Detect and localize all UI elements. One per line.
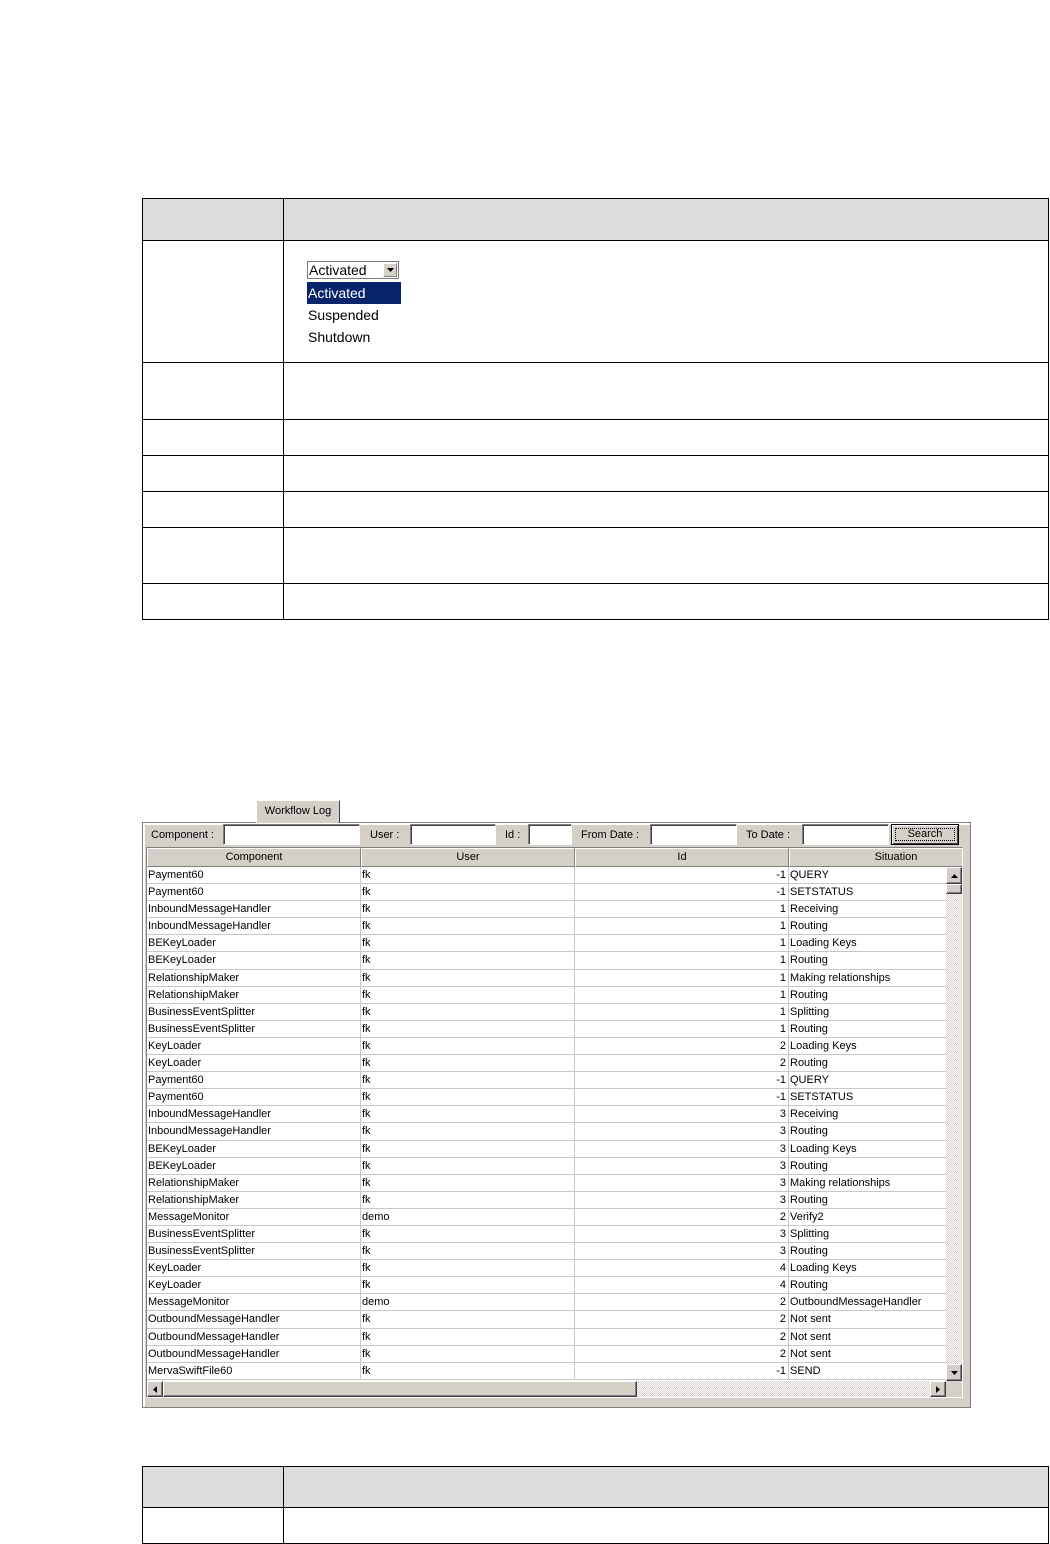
cell-id: 1 <box>575 987 789 1003</box>
cell-id: 3 <box>575 1243 789 1259</box>
table-row[interactable] <box>147 884 946 901</box>
cell-component: BEKeyLoader <box>147 935 361 951</box>
status-selected-value: Activated <box>309 262 367 278</box>
cell-user: fk <box>361 867 575 883</box>
status-select[interactable] <box>307 261 399 279</box>
cell-id: 4 <box>575 1277 789 1293</box>
bottom-table <box>142 1466 1049 1544</box>
table-cell <box>284 584 1049 619</box>
cell-user: fk <box>361 918 575 934</box>
cell-component: Payment60 <box>147 1072 361 1088</box>
table-row[interactable] <box>147 1038 946 1055</box>
table-row[interactable] <box>147 1158 946 1175</box>
search-button-label: Search <box>895 828 955 841</box>
cell-component: KeyLoader <box>147 1038 361 1054</box>
table-cell <box>284 363 1049 419</box>
table-row[interactable] <box>147 1123 946 1140</box>
table-row[interactable] <box>147 918 946 935</box>
cell-id: 3 <box>575 1158 789 1174</box>
table-row[interactable] <box>147 1209 946 1226</box>
cell-user: fk <box>361 1243 575 1259</box>
cell-user: fk <box>361 1363 575 1379</box>
cell-user: demo <box>361 1294 575 1310</box>
table-row[interactable] <box>147 1294 946 1311</box>
cell-situation: Loading Keys <box>789 1141 946 1157</box>
cell-component: BusinessEventSplitter <box>147 1243 361 1259</box>
table-row <box>143 584 1049 620</box>
table-cell <box>143 241 284 362</box>
cell-user: fk <box>361 970 575 986</box>
chevron-down-icon[interactable] <box>383 263 397 277</box>
cell-component: Payment60 <box>147 1089 361 1105</box>
table-row[interactable] <box>147 1243 946 1260</box>
cell-user: fk <box>361 1346 575 1362</box>
table-header-cell <box>143 199 284 240</box>
component-input[interactable] <box>223 824 360 845</box>
scrollbar-corner <box>946 1381 962 1397</box>
table-cell <box>284 1508 1049 1543</box>
table-row[interactable] <box>147 987 946 1004</box>
table-cell <box>143 420 284 455</box>
cell-user: fk <box>361 987 575 1003</box>
table-row[interactable] <box>147 1072 946 1089</box>
table-row[interactable] <box>147 1004 946 1021</box>
table-row <box>143 1508 1049 1544</box>
workflow-log-window <box>142 800 971 1408</box>
table-header-cell <box>284 1467 1049 1507</box>
cell-user: fk <box>361 1089 575 1105</box>
workflow-log-panel <box>142 822 971 1408</box>
cell-situation: Routing <box>789 1021 946 1037</box>
scroll-up-icon[interactable] <box>946 867 962 884</box>
cell-situation: Loading Keys <box>789 1260 946 1276</box>
table-row[interactable] <box>147 1141 946 1158</box>
cell-user: fk <box>361 1141 575 1157</box>
to-date-input[interactable] <box>802 824 889 845</box>
cell-id: 1 <box>575 1021 789 1037</box>
cell-user: fk <box>361 1329 575 1345</box>
cell-component: OutboundMessageHandler <box>147 1329 361 1345</box>
cell-component: OutboundMessageHandler <box>147 1311 361 1327</box>
scroll-right-icon[interactable] <box>930 1381 946 1397</box>
id-label: Id : <box>505 829 521 841</box>
table-cell <box>143 528 284 583</box>
id-input[interactable] <box>528 824 572 845</box>
cell-situation: Not sent <box>789 1329 946 1345</box>
cell-id: 2 <box>575 1055 789 1071</box>
cell-id: 1 <box>575 1004 789 1020</box>
from-date-label: From Date : <box>581 829 640 841</box>
cell-id: -1 <box>575 1363 789 1379</box>
cell-situation: Receiving <box>789 1106 946 1122</box>
to-date-label: To Date : <box>746 829 791 841</box>
scroll-left-icon[interactable] <box>147 1381 163 1397</box>
cell-situation: Routing <box>789 1243 946 1259</box>
cell-user: fk <box>361 1021 575 1037</box>
table-cell <box>143 584 284 619</box>
table-header-row <box>143 199 1049 241</box>
cell-id: 1 <box>575 970 789 986</box>
cell-id: 2 <box>575 1346 789 1362</box>
table-row <box>143 420 1049 456</box>
table-cell <box>143 1508 284 1543</box>
table-header-cell <box>143 1467 284 1507</box>
cell-user: fk <box>361 1226 575 1242</box>
cell-situation: Splitting <box>789 1226 946 1242</box>
table-row[interactable] <box>147 1106 946 1123</box>
table-row[interactable] <box>147 1055 946 1072</box>
cell-id: 2 <box>575 1311 789 1327</box>
table-row[interactable] <box>147 1277 946 1294</box>
cell-situation: OutboundMessageHandler <box>789 1294 946 1310</box>
table-row <box>143 241 1049 363</box>
cell-component: KeyLoader <box>147 1260 361 1276</box>
cell-user: fk <box>361 1192 575 1208</box>
table-cell <box>143 492 284 527</box>
table-row[interactable] <box>147 1226 946 1243</box>
status-option-suspended[interactable]: Suspended <box>308 307 379 323</box>
cell-component: Payment60 <box>147 867 361 883</box>
cell-component: BEKeyLoader <box>147 952 361 968</box>
cell-user: fk <box>361 1123 575 1139</box>
cell-situation: QUERY <box>789 1072 946 1088</box>
cell-component: MervaSwiftFile60 <box>147 1363 361 1379</box>
cell-situation: SETSTATUS <box>789 884 946 900</box>
cell-component: InboundMessageHandler <box>147 1123 361 1139</box>
cell-user: fk <box>361 1055 575 1071</box>
cell-situation: Routing <box>789 952 946 968</box>
table-cell <box>143 456 284 491</box>
cell-component: BusinessEventSplitter <box>147 1021 361 1037</box>
table-row[interactable] <box>147 1089 946 1106</box>
cell-situation: Loading Keys <box>789 935 946 951</box>
cell-id: 1 <box>575 901 789 917</box>
table-row <box>143 456 1049 492</box>
cell-component: Payment60 <box>147 884 361 900</box>
vertical-scroll-thumb[interactable] <box>946 884 962 894</box>
cell-id: 2 <box>575 1294 789 1310</box>
cell-situation: QUERY <box>789 867 946 883</box>
column-header-component[interactable]: Component <box>147 848 361 867</box>
status-options-list <box>307 282 401 348</box>
cell-id: 2 <box>575 1209 789 1225</box>
workflow-log-grid <box>146 847 963 1398</box>
cell-component: BEKeyLoader <box>147 1141 361 1157</box>
cell-id: 2 <box>575 1038 789 1054</box>
table-row[interactable] <box>147 935 946 952</box>
cell-component: InboundMessageHandler <box>147 1106 361 1122</box>
cell-situation: Making relationships <box>789 970 946 986</box>
grid-body <box>147 867 946 1381</box>
cell-id: 2 <box>575 1329 789 1345</box>
cell-situation: Not sent <box>789 1311 946 1327</box>
column-header-situation[interactable]: Situation <box>789 848 962 867</box>
horizontal-scroll-thumb[interactable] <box>163 1381 637 1397</box>
cell-situation: Receiving <box>789 901 946 917</box>
cell-situation: Verify2 <box>789 1209 946 1225</box>
cell-component: MessageMonitor <box>147 1209 361 1225</box>
cell-situation: Splitting <box>789 1004 946 1020</box>
table-cell <box>284 456 1049 491</box>
cell-component: MessageMonitor <box>147 1294 361 1310</box>
cell-user: fk <box>361 1260 575 1276</box>
cell-user: fk <box>361 1106 575 1122</box>
cell-situation: Making relationships <box>789 1175 946 1191</box>
table-row[interactable] <box>147 1260 946 1277</box>
table-cell <box>143 363 284 419</box>
table-row[interactable] <box>147 1329 946 1346</box>
cell-situation: SEND <box>789 1363 946 1379</box>
cell-id: 1 <box>575 952 789 968</box>
cell-component: InboundMessageHandler <box>147 901 361 917</box>
status-option-activated[interactable]: Activated <box>307 282 401 304</box>
table-row[interactable] <box>147 1192 946 1209</box>
vertical-scrollbar[interactable] <box>946 867 962 1381</box>
user-label: User : <box>370 829 400 841</box>
grid-header <box>147 848 962 867</box>
cell-situation: Routing <box>789 1277 946 1293</box>
column-header-user[interactable]: User <box>361 848 575 867</box>
cell-situation: Not sent <box>789 1346 946 1362</box>
cell-user: fk <box>361 1004 575 1020</box>
cell-user: fk <box>361 1072 575 1088</box>
cell-user: demo <box>361 1209 575 1225</box>
table-row[interactable] <box>147 1175 946 1192</box>
cell-id: 3 <box>575 1141 789 1157</box>
table-cell <box>284 528 1049 583</box>
cell-id: -1 <box>575 867 789 883</box>
cell-id: 4 <box>575 1260 789 1276</box>
cell-user: fk <box>361 1175 575 1191</box>
table-row[interactable] <box>147 1021 946 1038</box>
tab-workflow-log[interactable]: Workflow Log <box>256 800 340 823</box>
cell-component: KeyLoader <box>147 1277 361 1293</box>
column-header-id[interactable]: Id <box>575 848 789 867</box>
cell-user: fk <box>361 1158 575 1174</box>
cell-situation: Loading Keys <box>789 1038 946 1054</box>
cell-situation: Routing <box>789 918 946 934</box>
status-table <box>142 198 1049 620</box>
cell-id: 3 <box>575 1175 789 1191</box>
cell-id: 1 <box>575 918 789 934</box>
horizontal-scrollbar[interactable] <box>147 1381 946 1397</box>
cell-id: 3 <box>575 1192 789 1208</box>
table-row[interactable] <box>147 901 946 918</box>
cell-component: RelationshipMaker <box>147 1192 361 1208</box>
cell-component: KeyLoader <box>147 1055 361 1071</box>
table-row[interactable] <box>147 1346 946 1363</box>
cell-situation: Routing <box>789 987 946 1003</box>
cell-user: fk <box>361 1277 575 1293</box>
table-row <box>143 363 1049 420</box>
table-row[interactable] <box>147 1363 946 1380</box>
table-cell <box>284 492 1049 527</box>
cell-component: RelationshipMaker <box>147 970 361 986</box>
cell-id: 3 <box>575 1123 789 1139</box>
cell-component: RelationshipMaker <box>147 987 361 1003</box>
cell-component: BusinessEventSplitter <box>147 1226 361 1242</box>
from-date-input[interactable] <box>650 824 737 845</box>
table-cell <box>284 420 1049 455</box>
cell-id: 3 <box>575 1106 789 1122</box>
cell-user: fk <box>361 884 575 900</box>
table-row[interactable] <box>147 970 946 987</box>
cell-situation: SETSTATUS <box>789 1089 946 1105</box>
user-input[interactable] <box>410 824 496 845</box>
table-row <box>143 492 1049 528</box>
cell-user: fk <box>361 952 575 968</box>
cell-situation: Routing <box>789 1123 946 1139</box>
table-row[interactable] <box>147 1311 946 1328</box>
cell-id: 3 <box>575 1226 789 1242</box>
cell-component: BusinessEventSplitter <box>147 1004 361 1020</box>
cell-user: fk <box>361 1038 575 1054</box>
search-button[interactable] <box>891 824 959 845</box>
status-option-shutdown[interactable]: Shutdown <box>308 329 371 345</box>
cell-user: fk <box>361 901 575 917</box>
table-header-cell <box>284 199 1049 240</box>
scroll-down-icon[interactable] <box>946 1364 962 1381</box>
cell-id: -1 <box>575 1072 789 1088</box>
component-label: Component : <box>151 829 214 841</box>
cell-id: -1 <box>575 1089 789 1105</box>
cell-situation: Routing <box>789 1158 946 1174</box>
cell-user: fk <box>361 935 575 951</box>
cell-situation: Routing <box>789 1055 946 1071</box>
table-header-row <box>143 1467 1049 1508</box>
status-dropdown[interactable] <box>307 261 401 351</box>
table-row[interactable] <box>147 952 946 969</box>
cell-component: InboundMessageHandler <box>147 918 361 934</box>
table-row[interactable] <box>147 867 946 884</box>
cell-component: BEKeyLoader <box>147 1158 361 1174</box>
cell-situation: Routing <box>789 1192 946 1208</box>
cell-id: 1 <box>575 935 789 951</box>
cell-user: fk <box>361 1311 575 1327</box>
cell-id: -1 <box>575 884 789 900</box>
table-row <box>143 528 1049 584</box>
cell-component: RelationshipMaker <box>147 1175 361 1191</box>
cell-component: OutboundMessageHandler <box>147 1346 361 1362</box>
